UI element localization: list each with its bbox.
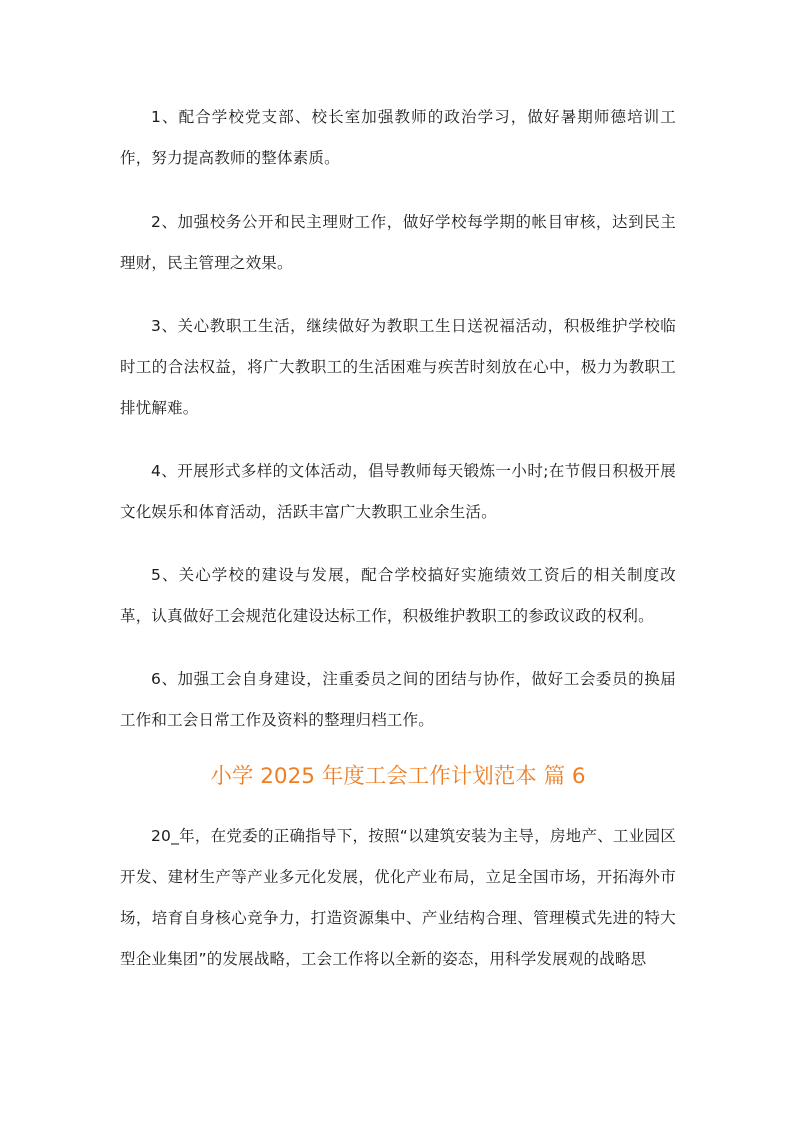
paragraph-item-5: 5、关心学校的建设与发展，配合学校搞好实施绩效工资后的相关制度改革，认真做好工会规范化建设达标工作，积极维护教职工的参政议政的权利。 — [120, 566, 676, 625]
section-heading: 小学 2025 年度工会工作计划范本 篇 6 — [210, 764, 586, 789]
paragraph-item-1: 1、配合学校党支部、校长室加强教师的政治学习，做好暑期师德培训工作，努力提高教师的整体素质。 — [120, 108, 676, 167]
paragraph-item-4: 4、开展形式多样的文体活动，倡导教师每天锻炼一小时;在节假日积极开展文化娱乐和体育活动，活跃丰富广大教职工业余生活。 — [120, 462, 676, 521]
section-paragraph: 20_年，在党委的正确指导下，按照“以建筑安装为主导，房地产、工业园区开发、建材生产等产业多元化发展，优化产业布局，立足全国市场，开拓海外市场，培育自身核心竞争力，打造资源集中、产业结构合理、管理模式先进的特大型企业集团”的发展战略，工会工作将以全新的姿态，用科学发展观的战略思 — [120, 827, 676, 968]
paragraph-item-3: 3、关心教职工生活，继续做好为教职工生日送祝福活动，积极维护学校临时工的合法权益，将广大教职工的生活困难与疾苦时刻放在心中，极力为教职工排忧解难。 — [120, 317, 676, 417]
paragraph-item-2: 2、加强校务公开和民主理财工作，做好学校每学期的帐目审核，达到民主理财，民主管理之效果。 — [120, 213, 676, 272]
paragraph-item-6: 6、加强工会自身建设，注重委员之间的团结与协作，做好工会委员的换届工作和工会日常工作及资料的整理归档工作。 — [120, 670, 676, 729]
